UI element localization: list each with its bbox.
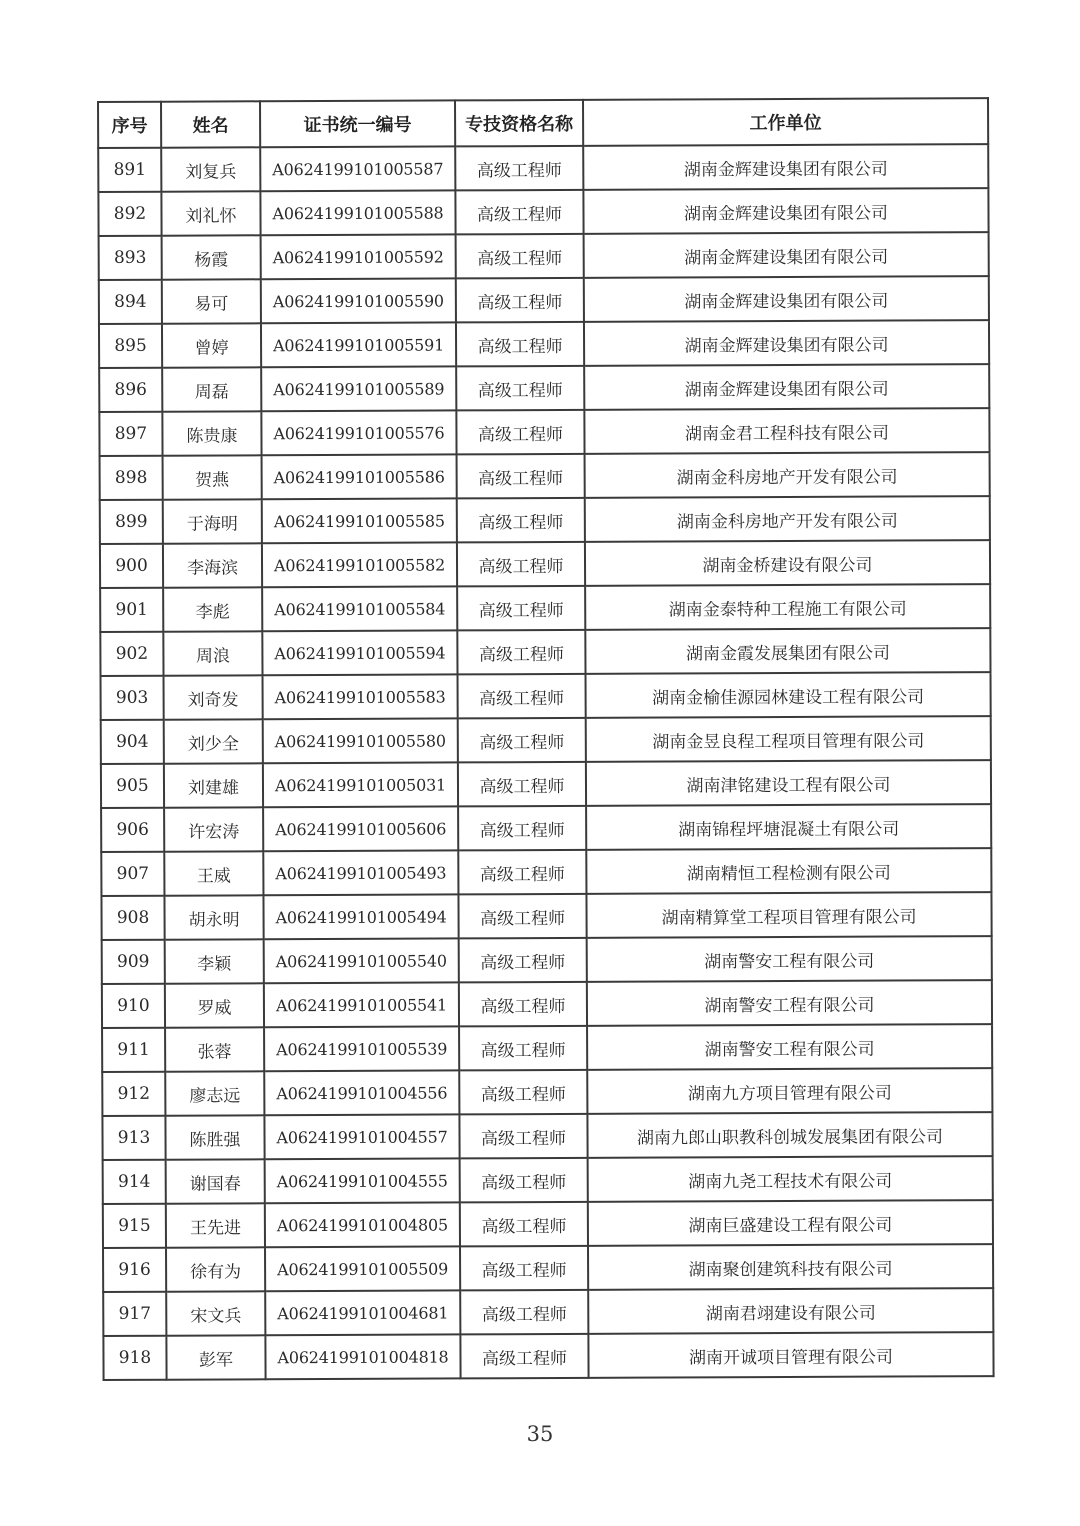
cell-certificate-number: A0624199101005580 (263, 718, 458, 763)
cell-certificate-number: A0624199101005594 (262, 630, 457, 675)
cell-serial-number: 899 (100, 500, 163, 544)
cell-employer: 湖南金科房地产开发有限公司 (585, 496, 990, 542)
cell-serial-number: 911 (102, 1028, 165, 1072)
cell-certificate-number: A0624199101005606 (263, 806, 458, 851)
cell-employer: 湖南金辉建设集团有限公司 (583, 188, 988, 234)
table-row (100, 628, 990, 676)
cell-certificate-number: A0624199101005592 (261, 234, 456, 279)
cell-employer: 湖南金君工程科技有限公司 (584, 408, 989, 454)
cell-certificate-number: A0624199101004681 (265, 1290, 460, 1335)
cell-name: 贺燕 (163, 455, 262, 499)
certificate-table (97, 97, 995, 1381)
table-header (98, 98, 988, 148)
table-row (103, 1200, 993, 1248)
cell-name: 胡永明 (164, 895, 263, 939)
table-row (101, 672, 991, 720)
cell-serial-number: 912 (102, 1072, 165, 1116)
cell-certificate-number: A0624199101005584 (262, 586, 457, 631)
cell-certificate-number: A0624199101004556 (264, 1070, 459, 1115)
cell-serial-number: 893 (99, 236, 162, 280)
cell-serial-number: 910 (102, 984, 165, 1028)
cell-employer: 湖南津铭建设工程有限公司 (586, 760, 991, 806)
cell-certificate-number: A0624199101004805 (265, 1202, 460, 1247)
cell-serial-number: 892 (98, 192, 161, 236)
cell-name: 陈胜强 (165, 1115, 264, 1159)
cell-certificate-number: A0624199101005576 (261, 410, 456, 455)
cell-certificate-number: A0624199101005582 (262, 542, 457, 587)
cell-employer: 湖南九方项目管理有限公司 (587, 1068, 992, 1114)
cell-name: 罗威 (165, 983, 264, 1027)
cell-name: 徐有为 (166, 1247, 265, 1291)
cell-qualification: 高级工程师 (458, 674, 586, 719)
cell-certificate-number: A0624199101005509 (265, 1246, 460, 1291)
cell-name: 许宏涛 (164, 807, 263, 851)
cell-employer: 湖南金榆佳源园林建设工程有限公司 (586, 672, 991, 718)
cell-certificate-number: A0624199101005587 (260, 146, 455, 191)
cell-qualification: 高级工程师 (460, 1158, 588, 1203)
cell-employer: 湖南金科房地产开发有限公司 (585, 452, 990, 498)
cell-qualification: 高级工程师 (458, 762, 586, 807)
cell-qualification: 高级工程师 (459, 1026, 587, 1071)
cell-certificate-number: A0624199101005585 (262, 498, 457, 543)
table-row (102, 1024, 992, 1072)
cell-name: 李颖 (165, 939, 264, 983)
cell-employer: 湖南金辉建设集团有限公司 (584, 232, 989, 278)
cell-qualification: 高级工程师 (458, 718, 586, 763)
cell-certificate-number: A0624199101005588 (260, 190, 455, 235)
cell-employer: 湖南聚创建筑科技有限公司 (588, 1244, 993, 1290)
cell-employer: 湖南精恒工程检测有限公司 (586, 848, 991, 894)
cell-certificate-number: A0624199101005539 (264, 1026, 459, 1071)
cell-employer: 湖南锦程坪塘混凝土有限公司 (586, 804, 991, 850)
cell-qualification: 高级工程师 (457, 542, 585, 587)
cell-serial-number: 913 (102, 1116, 165, 1160)
cell-qualification: 高级工程师 (456, 322, 584, 367)
table-row (99, 320, 989, 368)
cell-certificate-number: A0624199101004557 (264, 1114, 459, 1159)
cell-qualification: 高级工程师 (458, 806, 586, 851)
cell-serial-number: 918 (103, 1336, 166, 1380)
cell-name: 王威 (164, 851, 263, 895)
header-serial-number: 序号 (98, 102, 161, 148)
cell-qualification: 高级工程师 (458, 850, 586, 895)
cell-qualification: 高级工程师 (456, 234, 584, 279)
cell-qualification: 高级工程师 (459, 982, 587, 1027)
cell-employer: 湖南金辉建设集团有限公司 (584, 276, 989, 322)
cell-qualification: 高级工程师 (456, 366, 584, 411)
cell-certificate-number: A0624199101005541 (264, 982, 459, 1027)
table-row (101, 760, 991, 808)
table-row (103, 1156, 993, 1204)
cell-serial-number: 917 (103, 1292, 166, 1336)
cell-name: 宋文兵 (166, 1291, 265, 1335)
cell-employer: 湖南警安工程有限公司 (587, 980, 992, 1026)
cell-employer: 湖南九郎山职教科创城发展集团有限公司 (587, 1112, 992, 1158)
cell-name: 李海滨 (163, 543, 262, 587)
cell-certificate-number: A0624199101005589 (261, 366, 456, 411)
cell-qualification: 高级工程师 (457, 586, 585, 631)
table-row (101, 848, 991, 896)
cell-name: 谢国春 (166, 1159, 265, 1203)
cell-name: 易可 (162, 279, 261, 323)
cell-certificate-number: A0624199101004818 (265, 1334, 460, 1379)
cell-qualification: 高级工程师 (460, 1290, 588, 1335)
table-row (99, 364, 989, 412)
cell-qualification: 高级工程师 (459, 1114, 587, 1159)
cell-qualification: 高级工程师 (457, 630, 585, 675)
cell-certificate-number: A0624199101005540 (264, 938, 459, 983)
cell-employer: 湖南警安工程有限公司 (587, 936, 992, 982)
table-row (101, 716, 991, 764)
table-row (99, 232, 989, 280)
cell-qualification: 高级工程师 (457, 498, 585, 543)
table-row (100, 584, 990, 632)
cell-serial-number: 914 (103, 1160, 166, 1204)
cell-qualification: 高级工程师 (458, 894, 586, 939)
cell-serial-number: 915 (103, 1204, 166, 1248)
cell-name: 刘少全 (164, 719, 263, 763)
cell-certificate-number: A0624199101005590 (261, 278, 456, 323)
cell-serial-number: 904 (101, 720, 164, 764)
cell-qualification: 高级工程师 (460, 1202, 588, 1247)
cell-serial-number: 903 (101, 676, 164, 720)
cell-serial-number: 900 (100, 544, 163, 588)
cell-qualification: 高级工程师 (460, 1246, 588, 1291)
page-number: 35 (526, 1422, 554, 1446)
table-body (98, 144, 993, 1380)
table-row (101, 804, 991, 852)
cell-qualification: 高级工程师 (457, 454, 585, 499)
cell-qualification: 高级工程师 (459, 938, 587, 983)
table-row (102, 1068, 992, 1116)
table-row (99, 276, 989, 324)
cell-employer: 湖南金辉建设集团有限公司 (584, 320, 989, 366)
table-row (100, 496, 990, 544)
cell-qualification: 高级工程师 (455, 146, 583, 191)
cell-serial-number: 905 (101, 764, 164, 808)
cell-qualification: 高级工程师 (459, 1070, 587, 1115)
header-row (98, 98, 988, 148)
cell-employer: 湖南精算堂工程项目管理有限公司 (586, 892, 991, 938)
cell-name: 刘礼怀 (161, 191, 260, 235)
cell-name: 于海明 (163, 499, 262, 543)
cell-employer: 湖南金辉建设集团有限公司 (584, 364, 989, 410)
cell-serial-number: 898 (100, 456, 163, 500)
table-row (100, 452, 990, 500)
cell-serial-number: 901 (100, 588, 163, 632)
cell-name: 彭军 (166, 1335, 265, 1379)
cell-serial-number: 896 (99, 368, 162, 412)
cell-certificate-number: A0624199101005591 (261, 322, 456, 367)
cell-name: 李彪 (163, 587, 262, 631)
cell-employer: 湖南金昱良程工程项目管理有限公司 (586, 716, 991, 762)
cell-serial-number: 909 (102, 940, 165, 984)
cell-name: 刘复兵 (161, 147, 260, 191)
header-qualification: 专技资格名称 (455, 100, 583, 147)
table-row (101, 892, 991, 940)
cell-name: 周浪 (163, 631, 262, 675)
cell-certificate-number: A0624199101005031 (263, 762, 458, 807)
cell-serial-number: 891 (98, 148, 161, 192)
cell-qualification: 高级工程师 (455, 190, 583, 235)
cell-serial-number: 897 (99, 412, 162, 456)
cell-serial-number: 907 (101, 852, 164, 896)
cell-name: 刘建雄 (164, 763, 263, 807)
cell-employer: 湖南金桥建设有限公司 (585, 540, 990, 586)
cell-serial-number: 908 (101, 896, 164, 940)
cell-employer: 湖南金泰特种工程施工有限公司 (585, 584, 990, 630)
table-row (102, 936, 992, 984)
header-name: 姓名 (161, 101, 260, 147)
cell-employer: 湖南金辉建设集团有限公司 (583, 144, 988, 190)
header-employer: 工作单位 (583, 98, 988, 146)
table-row (100, 540, 990, 588)
cell-qualification: 高级工程师 (460, 1334, 588, 1379)
cell-certificate-number: A0624199101005493 (263, 850, 458, 895)
cell-name: 刘奇发 (164, 675, 263, 719)
header-certificate-number: 证书统一编号 (260, 100, 455, 147)
cell-certificate-number: A0624199101004555 (265, 1158, 460, 1203)
cell-certificate-number: A0624199101005586 (262, 454, 457, 499)
cell-employer: 湖南金霞发展集团有限公司 (585, 628, 990, 674)
cell-certificate-number: A0624199101005494 (263, 894, 458, 939)
cell-employer: 湖南君翊建设有限公司 (588, 1288, 993, 1334)
table-row (103, 1332, 993, 1380)
cell-name: 周磊 (162, 367, 261, 411)
cell-name: 陈贵康 (162, 411, 261, 455)
cell-serial-number: 906 (101, 808, 164, 852)
cell-serial-number: 894 (99, 280, 162, 324)
cell-name: 杨霞 (162, 235, 261, 279)
cell-employer: 湖南警安工程有限公司 (587, 1024, 992, 1070)
table-row (103, 1244, 993, 1292)
table-row (103, 1288, 993, 1336)
cell-serial-number: 895 (99, 324, 162, 368)
table-row (102, 1112, 992, 1160)
cell-name: 廖志远 (165, 1071, 264, 1115)
table-row (98, 188, 988, 236)
cell-qualification: 高级工程师 (456, 278, 584, 323)
cell-name: 张蓉 (165, 1027, 264, 1071)
cell-name: 王先进 (166, 1203, 265, 1247)
table-row (98, 144, 988, 192)
cell-employer: 湖南开诚项目管理有限公司 (588, 1332, 993, 1378)
cell-employer: 湖南九尧工程技术有限公司 (588, 1156, 993, 1202)
table-row (99, 408, 989, 456)
cell-name: 曾婷 (162, 323, 261, 367)
table-row (102, 980, 992, 1028)
cell-serial-number: 902 (100, 632, 163, 676)
cell-qualification: 高级工程师 (456, 410, 584, 455)
cell-serial-number: 916 (103, 1248, 166, 1292)
cell-employer: 湖南巨盛建设工程有限公司 (588, 1200, 993, 1246)
cell-certificate-number: A0624199101005583 (263, 674, 458, 719)
